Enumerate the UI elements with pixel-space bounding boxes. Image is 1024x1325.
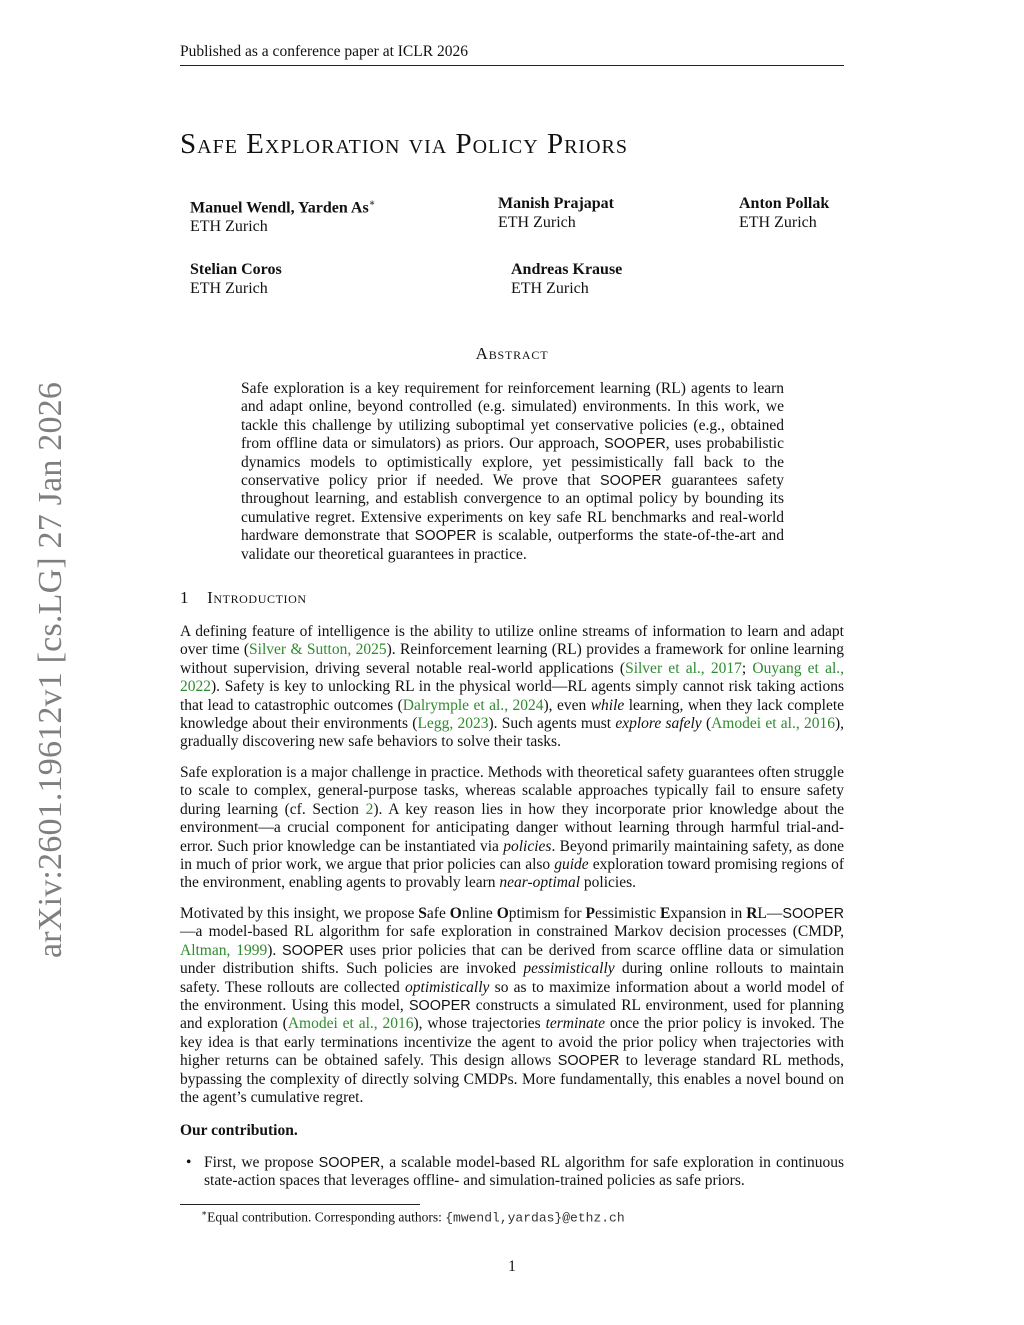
abstract-body: Safe exploration is a key requirement for reinforcement learning (RL) agents to learn and adapt online, beyond controlled (e.g. simulated) environments. In this work, we tackle this challenge by utilizing suboptimal yet conservative policies (e.g., obtained from offline data or simulators) as priors. Our approach, SOOPER, uses probabilistic dynamics models to optimistically explore, yet pessimistically fall back to the conservative policy prior if needed. We prove that SOOPER guarantees safety throughout learning, and establish convergence to an optimal policy by bounding its cumulative regret. Extensive experiments on key safe RL benchmarks and real-world hardware demonstrate that SOOPER is scalable, outperforms the state-of-the-art and validate our theoretical guarantees in practice. bbox=[241, 380, 785, 563]
footnote: ∗Equal contribution. Corresponding authors: {mwendl,yardas}@ethz.ch bbox=[201, 1208, 625, 1226]
author-block bbox=[511, 260, 622, 298]
author-affiliation: ETH Zurich bbox=[190, 218, 268, 236]
author-name: Anton Pollak bbox=[739, 195, 830, 212]
section-reference-link[interactable]: 2 bbox=[365, 800, 374, 818]
author-affiliation: ETH Zurich bbox=[511, 280, 589, 297]
list-item bbox=[180, 1154, 844, 1191]
bullet-point: • bbox=[186, 1154, 192, 1171]
author-affiliation: ETH Zurich bbox=[739, 214, 817, 231]
section-heading bbox=[180, 588, 307, 608]
author-block bbox=[739, 194, 829, 232]
citation-link[interactable]: Altman, 1999 bbox=[180, 941, 268, 959]
algorithm-name: SOOPER bbox=[604, 436, 666, 453]
algorithm-name: SOOPER bbox=[408, 998, 471, 1015]
footnote-divider bbox=[180, 1204, 420, 1205]
intro-paragraph-2: Safe exploration is a major challenge in practice. Methods with theoretical safety guarantees often struggle to scale to complex, general-purpose tasks, whereas scalable approaches typically fail to ensure safety during learning (cf. Section 2). A key reason lies in how they incorporate prior knowledge about the environment—a crucial component for anticipating danger without learning through harmful trial-and-error. Such prior knowledge can be instantiated via policies. Beyond primarily maintaining safety, as done in much of prior work, we argue that prior policies can also guide exploration toward promising regions of the environment, enabling agents to provably learn near-optimal policies. bbox=[180, 764, 844, 892]
contribution-heading: Our contribution. bbox=[180, 1122, 298, 1139]
author-affiliation: ETH Zurich bbox=[190, 280, 268, 297]
list-item-text: First, we propose SOOPER, a scalable model-based RL algorithm for safe exploration in continuous state-action spaces that leverages offline- and simulation-trained policies as safe priors. bbox=[204, 1154, 844, 1190]
section-number: 1 bbox=[180, 588, 190, 607]
equal-contribution-mark: ∗ bbox=[368, 198, 376, 209]
arxiv-stamp: arXiv:2601.19612v1 [cs.LG] 27 Jan 2026 bbox=[32, 381, 69, 958]
citation-link[interactable]: Silver & Sutton, 2025 bbox=[249, 641, 387, 659]
citation-link[interactable]: Amodei et al., 2016 bbox=[711, 715, 835, 733]
page-number: 1 bbox=[508, 1258, 516, 1275]
author-name: Manuel Wendl, Yarden As bbox=[190, 199, 369, 217]
paper-title: Safe Exploration via Policy Priors bbox=[180, 128, 628, 160]
algorithm-name: SOOPER bbox=[600, 473, 662, 490]
algorithm-name: SOOPER bbox=[282, 942, 344, 959]
running-header: Published as a conference paper at ICLR 2026 bbox=[180, 43, 844, 66]
citation-link[interactable]: Silver et al., 2017 bbox=[625, 659, 742, 677]
abstract-heading: Abstract bbox=[475, 344, 549, 363]
email-address[interactable]: {mwendl,yardas}@ethz.ch bbox=[445, 1210, 625, 1226]
author-block bbox=[190, 260, 282, 298]
citation-link[interactable]: Legg, 2023 bbox=[417, 715, 489, 733]
author-name: Stelian Coros bbox=[190, 261, 282, 278]
intro-paragraph-3: Motivated by this insight, we propose Safe Online Optimism for Pessimistic Expansion in RL—SOOPER—a model-based RL algorithm for safe exploration in constrained Markov decision processes (CMDP, Altman, 1999). SOOPER uses prior policies that can be derived from scarce offline data or simulation under distribution shifts. Such policies are invoked pessimistically during online rollouts to maintain safety. These rollouts are collected optimistically so as to maximize information about a world model of the environment. Using this model, SOOPER constructs a simulated RL environment, used for planning and exploration (Amodei et al., 2016), whose trajectories terminate once the prior policy is invoked. The key idea is that early terminations incentivize the agent to avoid the prior policy when trajectories with higher returns can be obtained safely. This design allows SOOPER to leverage standard RL methods, bypassing the complexity of directly solving CMDPs. More fundamentally, this enables a novel bound on the agent’s cumulative regret. bbox=[180, 905, 845, 1107]
citation-link[interactable]: Ouyang et al., 2022 bbox=[180, 659, 845, 696]
author-block bbox=[190, 194, 376, 236]
algorithm-name: SOOPER bbox=[557, 1053, 620, 1070]
algorithm-name: SOOPER bbox=[318, 1155, 381, 1171]
section-title: Introduction bbox=[207, 588, 307, 607]
algorithm-name: SOOPER bbox=[414, 528, 477, 545]
author-block bbox=[498, 194, 614, 232]
algorithm-name: SOOPER bbox=[782, 906, 845, 922]
footnote-mark: ∗ bbox=[201, 1208, 208, 1218]
author-affiliation: ETH Zurich bbox=[498, 214, 576, 231]
citation-link[interactable]: Amodei et al., 2016 bbox=[287, 1015, 414, 1033]
author-name: Andreas Krause bbox=[511, 261, 623, 278]
intro-paragraph-1: A defining feature of intelligence is the ability to utilize online streams of information to learn and adapt over time (Silver & Sutton, 2025). Reinforcement learning (RL) provides a framework for online learning without supervision, driving several notable real-world applications (Silver et al., 2017; Ouyang et al., 2022). Safety is key to unlocking RL in the physical world—RL agents simply cannot risk taking actions that lead to catastrophic outcomes (Dalrymple et al., 2024), even while learning, when they lack complete knowledge about their environments (Legg, 2023). Such agents must explore safely (Amodei et al., 2016), gradually discovering new safe behaviors to solve their tasks. bbox=[180, 623, 845, 751]
author-name: Manish Prajapat bbox=[498, 195, 614, 212]
citation-link[interactable]: Dalrymple et al., 2024 bbox=[402, 696, 544, 714]
